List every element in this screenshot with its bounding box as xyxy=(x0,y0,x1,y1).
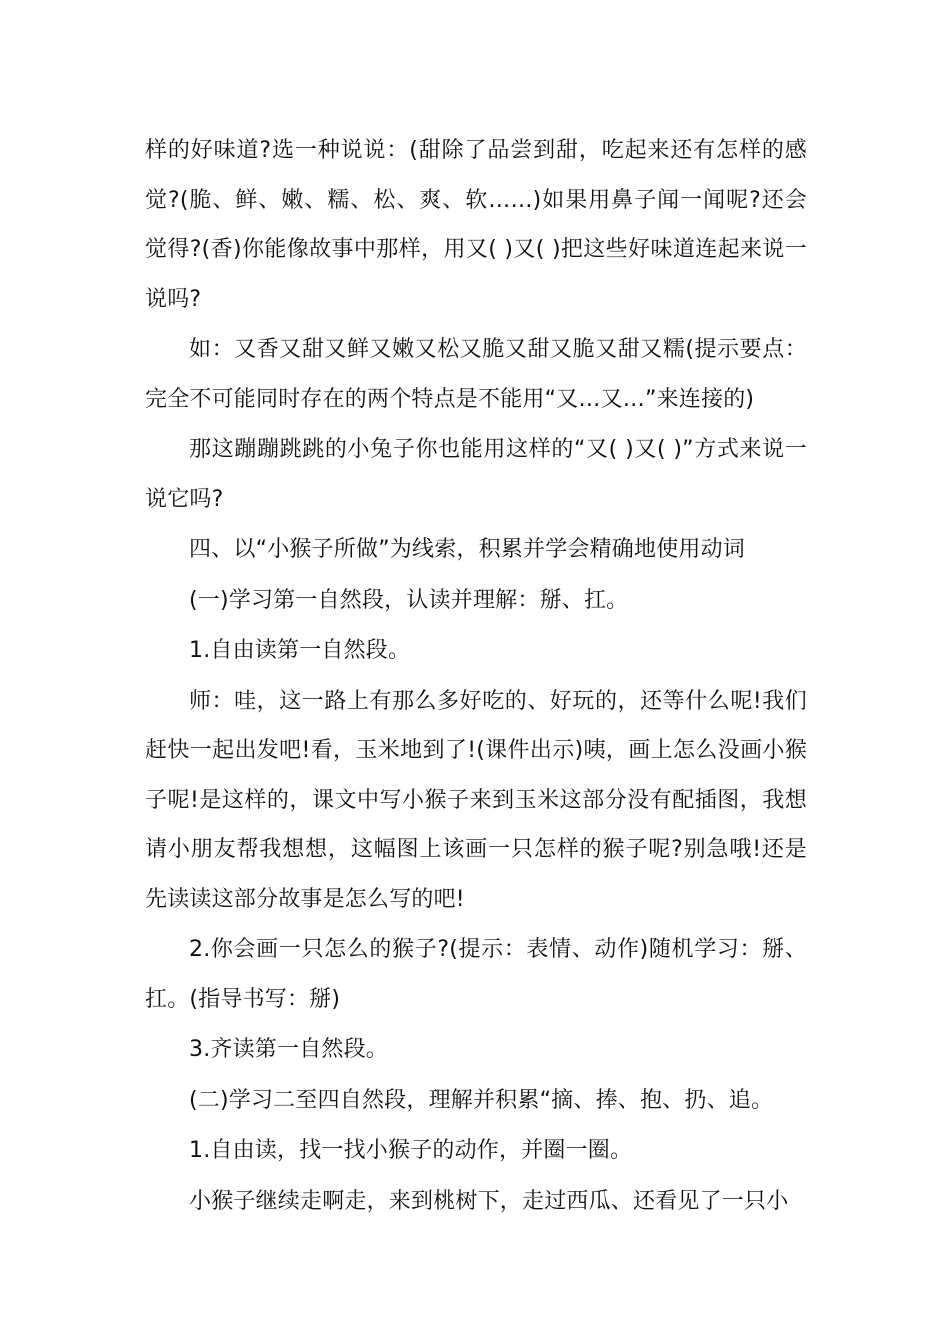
paragraph: 3.齐读第一自然段。 xyxy=(189,1037,388,1062)
paragraph: 2.你会画一只怎么的猴子?(提示：表情、动作)随机学习：掰、扛。(指导书写：掰) xyxy=(145,937,807,1012)
subsection-heading: (二)学习二至四自然段，理解并积累“摘、捧、抱、扔、追。 xyxy=(189,1087,774,1113)
document-body xyxy=(145,126,807,1227)
paragraph: 那这蹦蹦跳跳的小兔子你也能用这样的“又( )又( )”方式来说一说它吗? xyxy=(145,437,807,512)
paragraph: 如：又香又甜又鲜又嫩又松又脆又甜又脆又甜又糯(提示要点：完全不可能同时存在的两个特点是不能用“又…又…”来连接的) xyxy=(145,337,807,412)
paragraph: 1.自由读，找一找小猴子的动作，并圈一圈。 xyxy=(189,1138,633,1163)
paragraph: 1.自由读第一自然段。 xyxy=(189,638,411,663)
paragraph: 师：哇，这一路上有那么多好吃的、好玩的，还等什么呢!我们赶快一起出发吧!看，玉米地到了!(课件出示)咦，画上怎么没画小猴子呢!是这样的，课文中写小猴子来到玉米这部分没有配插图，我想请小朋友帮我想想，这幅图上该画一只怎样的猴子呢?别急哦!还是先读读这部分故事是怎么写的吧! xyxy=(145,688,807,912)
paragraph: 小猴子继续走啊走，来到桃树下，走过西瓜、还看见了一只小 xyxy=(189,1188,789,1214)
section-heading: 四、以“小猴子所做”为线索，积累并学会精确地使用动词 xyxy=(189,537,745,562)
subsection-heading: (一)学习第一自然段，认读并理解：掰、扛。 xyxy=(189,587,629,613)
paragraph: 样的好味道?选一种说说：(甜除了品尝到甜，吃起来还有怎样的感觉?(脆、鲜、嫩、糯、松、爽、软……)如果用鼻子闻一闻呢?还会觉得?(香)你能像故事中那样，用又( )又( )把这些好味道连起来说一说吗? xyxy=(145,138,807,312)
